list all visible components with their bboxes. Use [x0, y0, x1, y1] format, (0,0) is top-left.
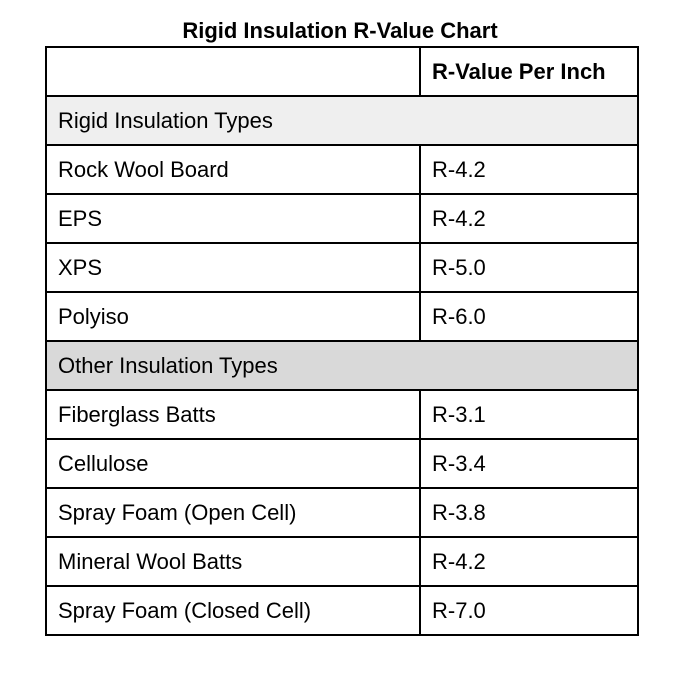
table-row: [46, 586, 638, 635]
table-row: [46, 488, 638, 537]
table-row: [46, 243, 638, 292]
insulation-name-cell: Rock Wool Board: [46, 145, 420, 194]
section-header-row: [46, 341, 638, 390]
table-row: [46, 194, 638, 243]
r-value-cell: R-3.4: [420, 439, 638, 488]
insulation-name-cell: Polyiso: [46, 292, 420, 341]
insulation-name-cell: Cellulose: [46, 439, 420, 488]
insulation-name-cell: XPS: [46, 243, 420, 292]
table-row: [46, 292, 638, 341]
page-title: Rigid Insulation R-Value Chart: [182, 18, 498, 43]
r-value-cell: R-4.2: [420, 145, 638, 194]
header-value-cell: R-Value Per Inch: [420, 47, 638, 96]
table-row: [46, 390, 638, 439]
insulation-name-cell: Mineral Wool Batts: [46, 537, 420, 586]
table-header-row: [46, 47, 638, 96]
r-value-cell: R-5.0: [420, 243, 638, 292]
r-value-table: [45, 46, 639, 636]
section-header-row: [46, 96, 638, 145]
table-row: [46, 145, 638, 194]
table-row: [46, 439, 638, 488]
r-value-cell: R-4.2: [420, 194, 638, 243]
header-name-cell: [46, 47, 420, 96]
r-value-cell: R-3.8: [420, 488, 638, 537]
insulation-name-cell: Spray Foam (Open Cell): [46, 488, 420, 537]
r-value-cell: R-7.0: [420, 586, 638, 635]
insulation-name-cell: Spray Foam (Closed Cell): [46, 586, 420, 635]
insulation-name-cell: EPS: [46, 194, 420, 243]
section-label: Other Insulation Types: [46, 341, 638, 390]
r-value-cell: R-4.2: [420, 537, 638, 586]
insulation-name-cell: Fiberglass Batts: [46, 390, 420, 439]
section-label: Rigid Insulation Types: [46, 96, 638, 145]
r-value-cell: R-3.1: [420, 390, 638, 439]
r-value-cell: R-6.0: [420, 292, 638, 341]
table-row: [46, 537, 638, 586]
